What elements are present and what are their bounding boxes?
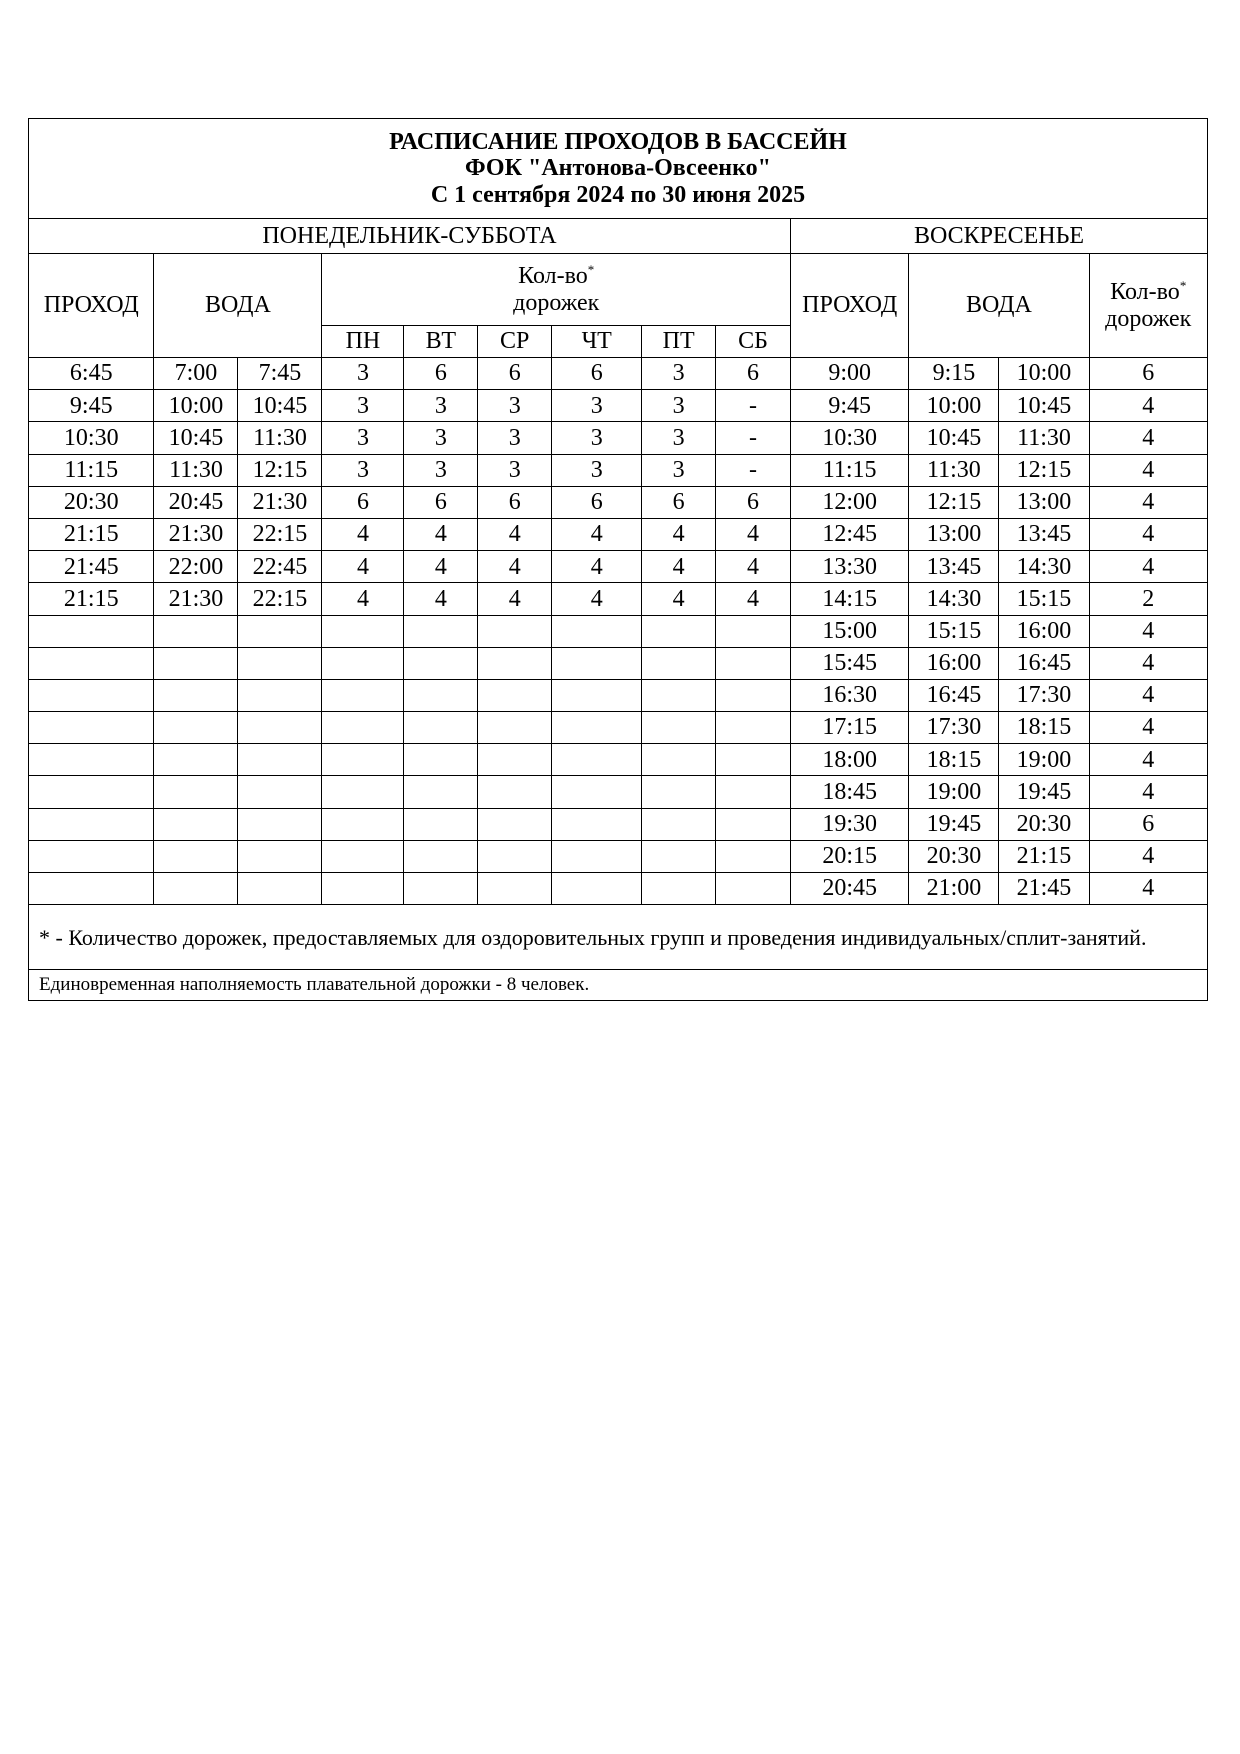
weekday-water-end — [238, 647, 322, 679]
sunday-lanes: 4 — [1089, 486, 1208, 518]
weekday-water-start: 10:00 — [154, 390, 238, 422]
weekday-lanes-thu: 4 — [552, 583, 642, 615]
sunday-pass-time: 15:45 — [790, 647, 908, 679]
sunday-water-end: 16:00 — [999, 615, 1089, 647]
sunday-pass-header: ПРОХОД — [790, 254, 908, 358]
weekday-lanes-sat: 6 — [716, 358, 791, 390]
weekday-water-start: 11:30 — [154, 454, 238, 486]
weekday-lanes-thu — [552, 712, 642, 744]
weekday-lanes-mon — [322, 776, 404, 808]
title-line-3: С 1 сентября 2024 по 30 июня 2025 — [430, 181, 806, 208]
sunday-pass-time: 18:45 — [790, 776, 908, 808]
sunday-pass-time: 15:00 — [790, 615, 908, 647]
weekday-pass-time — [29, 712, 154, 744]
weekday-lanes-fri: 3 — [642, 390, 716, 422]
weekday-pass-time — [29, 615, 154, 647]
sunday-water-start: 11:30 — [909, 454, 999, 486]
table-row — [29, 358, 1208, 390]
sunday-water-start: 13:00 — [909, 518, 999, 550]
weekday-water-end: 12:15 — [238, 454, 322, 486]
weekday-lanes-thu: 3 — [552, 422, 642, 454]
weekday-lanes-thu — [552, 840, 642, 872]
weekday-lanes-sat — [716, 873, 791, 905]
weekday-lanes-mon: 6 — [322, 486, 404, 518]
sunday-pass-time: 18:00 — [790, 744, 908, 776]
table-row — [29, 873, 1208, 905]
sunday-water-start: 15:15 — [909, 615, 999, 647]
weekday-lanes-thu — [552, 744, 642, 776]
weekday-lanes-mon: 4 — [322, 518, 404, 550]
weekday-lanes-thu: 4 — [552, 518, 642, 550]
footnote-marker: * — [1179, 278, 1187, 294]
weekday-lanes-wed: 3 — [478, 422, 552, 454]
weekday-lanes-sat: - — [716, 422, 791, 454]
weekday-lanes-fri — [642, 873, 716, 905]
weekday-lanes-tue: 4 — [404, 551, 478, 583]
weekday-lanes-fri — [642, 808, 716, 840]
sunday-water-start: 21:00 — [909, 873, 999, 905]
sunday-water-end: 10:45 — [999, 390, 1089, 422]
weekday-lanes-fri: 4 — [642, 551, 716, 583]
sunday-lanes: 4 — [1089, 873, 1208, 905]
weekday-water-end — [238, 744, 322, 776]
weekday-water-start — [154, 615, 238, 647]
weekday-lanes-fri: 3 — [642, 358, 716, 390]
sunday-lanes: 4 — [1089, 647, 1208, 679]
sunday-lanes: 6 — [1089, 808, 1208, 840]
sunday-water-end: 13:00 — [999, 486, 1089, 518]
weekday-lanes-tue: 3 — [404, 390, 478, 422]
weekday-lanes-wed: 3 — [478, 390, 552, 422]
weekday-lanes-wed — [478, 615, 552, 647]
weekday-water-start: 22:00 — [154, 551, 238, 583]
sunday-lanes-header — [1089, 254, 1208, 358]
weekday-lanes-tue — [404, 647, 478, 679]
sunday-water-start: 17:30 — [909, 712, 999, 744]
weekday-lanes-mon: 4 — [322, 551, 404, 583]
weekday-lanes-thu — [552, 808, 642, 840]
weekday-lanes-wed — [478, 776, 552, 808]
sunday-water-end: 11:30 — [999, 422, 1089, 454]
weekday-lanes-thu — [552, 873, 642, 905]
weekday-pass-time — [29, 744, 154, 776]
weekday-lanes-thu: 3 — [552, 454, 642, 486]
weekday-water-end — [238, 615, 322, 647]
weekday-lanes-wed — [478, 808, 552, 840]
sunday-water-start: 14:30 — [909, 583, 999, 615]
day-header-fri: ПТ — [642, 326, 716, 358]
weekday-lanes-mon — [322, 712, 404, 744]
weekdays-pass-header: ПРОХОД — [29, 254, 154, 358]
weekday-lanes-wed — [478, 712, 552, 744]
sunday-water-end: 13:45 — [999, 518, 1089, 550]
table-row — [29, 422, 1208, 454]
weekday-water-end — [238, 840, 322, 872]
weekday-lanes-wed — [478, 744, 552, 776]
weekday-lanes-tue: 4 — [404, 518, 478, 550]
footnote-marker: * — [587, 262, 595, 278]
weekday-lanes-mon: 3 — [322, 390, 404, 422]
sunday-water-start: 10:00 — [909, 390, 999, 422]
sunday-pass-time: 17:15 — [790, 712, 908, 744]
weekday-lanes-fri: 3 — [642, 422, 716, 454]
weekday-water-start — [154, 647, 238, 679]
sunday-water-end: 19:45 — [999, 776, 1089, 808]
weekday-pass-time: 11:15 — [29, 454, 154, 486]
table-row — [29, 551, 1208, 583]
weekday-lanes-mon — [322, 647, 404, 679]
weekday-lanes-mon — [322, 679, 404, 711]
sunday-water-end: 19:00 — [999, 744, 1089, 776]
weekday-lanes-wed: 4 — [478, 518, 552, 550]
weekday-lanes-thu: 3 — [552, 390, 642, 422]
weekday-water-start: 10:45 — [154, 422, 238, 454]
weekday-lanes-mon: 4 — [322, 583, 404, 615]
weekday-lanes-mon: 3 — [322, 358, 404, 390]
weekday-water-start — [154, 873, 238, 905]
sunday-lanes: 2 — [1089, 583, 1208, 615]
sunday-lanes: 4 — [1089, 840, 1208, 872]
sunday-water-end: 16:45 — [999, 647, 1089, 679]
weekday-pass-time: 9:45 — [29, 390, 154, 422]
weekday-lanes-sat: - — [716, 390, 791, 422]
table-row — [29, 615, 1208, 647]
weekday-lanes-wed: 6 — [478, 486, 552, 518]
day-header-tue: ВТ — [404, 326, 478, 358]
weekday-pass-time — [29, 776, 154, 808]
weekdays-water-header: ВОДА — [154, 254, 322, 358]
sunday-lanes: 4 — [1089, 390, 1208, 422]
weekday-lanes-thu — [552, 647, 642, 679]
sunday-water-end: 14:30 — [999, 551, 1089, 583]
weekday-pass-time — [29, 873, 154, 905]
table-row — [29, 454, 1208, 486]
day-header-mon: ПН — [322, 326, 404, 358]
sunday-lanes: 4 — [1089, 422, 1208, 454]
title-line-2: ФОК "Антонова-Овсеенко" — [465, 155, 771, 182]
weekday-lanes-thu — [552, 776, 642, 808]
weekday-lanes-wed: 4 — [478, 551, 552, 583]
weekday-pass-time: 6:45 — [29, 358, 154, 390]
weekday-lanes-wed — [478, 647, 552, 679]
weekday-water-start — [154, 712, 238, 744]
sunday-lanes: 6 — [1089, 358, 1208, 390]
table-row — [29, 647, 1208, 679]
sunday-lanes: 4 — [1089, 744, 1208, 776]
sunday-water-end: 20:30 — [999, 808, 1089, 840]
weekday-water-start — [154, 744, 238, 776]
sunday-pass-time: 16:30 — [790, 679, 908, 711]
weekday-lanes-sat: 4 — [716, 518, 791, 550]
sunday-water-end: 12:15 — [999, 454, 1089, 486]
weekday-lanes-tue — [404, 840, 478, 872]
title-line-1: РАСПИСАНИЕ ПРОХОДОВ В БАССЕЙН — [389, 128, 847, 155]
sunday-water-end: 21:45 — [999, 873, 1089, 905]
schedule-table — [28, 118, 1208, 1001]
sunday-lanes: 4 — [1089, 776, 1208, 808]
weekday-water-end — [238, 712, 322, 744]
sunday-water-start: 9:15 — [909, 358, 999, 390]
weekday-lanes-fri — [642, 744, 716, 776]
weekday-lanes-mon — [322, 744, 404, 776]
sunday-pass-time: 19:30 — [790, 808, 908, 840]
capacity-note: Единовременная наполняемость плавательной дорожки - 8 человек. — [29, 970, 1208, 1001]
weekday-lanes-sat — [716, 840, 791, 872]
weekday-lanes-sat — [716, 679, 791, 711]
weekday-lanes-sat — [716, 712, 791, 744]
sunday-water-start: 16:45 — [909, 679, 999, 711]
sunday-water-end: 15:15 — [999, 583, 1089, 615]
weekday-water-start — [154, 679, 238, 711]
weekday-lanes-tue: 3 — [404, 422, 478, 454]
weekday-pass-time: 21:15 — [29, 518, 154, 550]
weekday-lanes-wed: 3 — [478, 454, 552, 486]
weekday-water-end: 11:30 — [238, 422, 322, 454]
day-header-thu: ЧТ — [552, 326, 642, 358]
weekday-lanes-sat — [716, 615, 791, 647]
sunday-lanes-header-line1: Кол-во* — [1110, 278, 1187, 306]
page-title — [29, 119, 1208, 219]
weekday-lanes-tue: 6 — [404, 486, 478, 518]
weekday-water-end — [238, 873, 322, 905]
weekday-lanes-sat — [716, 647, 791, 679]
weekday-lanes-tue — [404, 679, 478, 711]
weekday-lanes-sat — [716, 808, 791, 840]
weekday-lanes-tue — [404, 744, 478, 776]
weekday-pass-time — [29, 679, 154, 711]
weekday-lanes-tue: 4 — [404, 583, 478, 615]
weekday-lanes-fri — [642, 712, 716, 744]
sunday-section-header: ВОСКРЕСЕНЬЕ — [790, 219, 1207, 254]
weekday-lanes-sat: 4 — [716, 583, 791, 615]
sunday-lanes: 4 — [1089, 551, 1208, 583]
weekday-lanes-tue — [404, 776, 478, 808]
sunday-lanes: 4 — [1089, 518, 1208, 550]
weekday-lanes-fri: 3 — [642, 454, 716, 486]
weekdays-lanes-header — [322, 254, 791, 326]
sunday-water-start: 20:30 — [909, 840, 999, 872]
weekday-lanes-tue — [404, 615, 478, 647]
weekday-water-start — [154, 776, 238, 808]
weekdays-lanes-header-line2: дорожек — [513, 289, 600, 316]
weekday-lanes-thu: 6 — [552, 486, 642, 518]
weekday-water-end — [238, 808, 322, 840]
day-header-sat: СБ — [716, 326, 791, 358]
weekday-pass-time: 20:30 — [29, 486, 154, 518]
weekday-lanes-sat — [716, 744, 791, 776]
weekday-pass-time — [29, 808, 154, 840]
weekday-lanes-wed: 6 — [478, 358, 552, 390]
weekday-lanes-thu: 4 — [552, 551, 642, 583]
weekday-lanes-sat: - — [716, 454, 791, 486]
sunday-pass-time: 11:15 — [790, 454, 908, 486]
weekday-pass-time: 21:15 — [29, 583, 154, 615]
weekday-lanes-mon: 3 — [322, 422, 404, 454]
weekday-lanes-wed — [478, 679, 552, 711]
sunday-water-end: 18:15 — [999, 712, 1089, 744]
weekday-lanes-sat: 4 — [716, 551, 791, 583]
table-row — [29, 486, 1208, 518]
weekday-lanes-tue: 6 — [404, 358, 478, 390]
weekday-lanes-fri — [642, 679, 716, 711]
sunday-pass-time: 9:00 — [790, 358, 908, 390]
weekday-water-end: 7:45 — [238, 358, 322, 390]
day-header-wed: СР — [478, 326, 552, 358]
weekday-lanes-thu — [552, 679, 642, 711]
weekday-pass-time: 10:30 — [29, 422, 154, 454]
weekday-water-end: 22:15 — [238, 583, 322, 615]
sunday-water-end: 17:30 — [999, 679, 1089, 711]
weekday-lanes-sat: 6 — [716, 486, 791, 518]
sunday-lanes-header-line2: дорожек — [1105, 305, 1192, 332]
weekday-water-end: 10:45 — [238, 390, 322, 422]
sunday-pass-time: 13:30 — [790, 551, 908, 583]
sunday-water-start: 16:00 — [909, 647, 999, 679]
weekday-lanes-fri — [642, 647, 716, 679]
weekday-water-start: 7:00 — [154, 358, 238, 390]
sunday-pass-time: 12:45 — [790, 518, 908, 550]
weekday-lanes-fri — [642, 840, 716, 872]
sunday-lanes: 4 — [1089, 712, 1208, 744]
table-row — [29, 776, 1208, 808]
sunday-water-start: 13:45 — [909, 551, 999, 583]
table-row — [29, 840, 1208, 872]
weekday-water-end: 21:30 — [238, 486, 322, 518]
weekday-water-start — [154, 808, 238, 840]
table-row — [29, 744, 1208, 776]
sunday-water-header: ВОДА — [909, 254, 1089, 358]
weekday-lanes-wed: 4 — [478, 583, 552, 615]
weekday-water-start: 21:30 — [154, 518, 238, 550]
weekday-water-end — [238, 679, 322, 711]
weekdays-lanes-header-line1: Кол-во* — [518, 262, 595, 290]
weekday-lanes-thu — [552, 615, 642, 647]
sunday-pass-time: 12:00 — [790, 486, 908, 518]
weekday-lanes-fri — [642, 776, 716, 808]
sunday-water-end: 10:00 — [999, 358, 1089, 390]
weekdays-section-header: ПОНЕДЕЛЬНИК-СУББОТА — [29, 219, 791, 254]
weekday-water-end: 22:45 — [238, 551, 322, 583]
weekday-lanes-tue — [404, 873, 478, 905]
weekday-lanes-tue: 3 — [404, 454, 478, 486]
sunday-water-start: 10:45 — [909, 422, 999, 454]
sunday-pass-time: 10:30 — [790, 422, 908, 454]
weekday-lanes-fri: 6 — [642, 486, 716, 518]
weekday-lanes-mon — [322, 808, 404, 840]
table-row — [29, 679, 1208, 711]
weekday-lanes-mon — [322, 840, 404, 872]
weekday-water-start: 20:45 — [154, 486, 238, 518]
weekday-lanes-wed — [478, 873, 552, 905]
weekday-lanes-mon: 3 — [322, 454, 404, 486]
table-row — [29, 712, 1208, 744]
weekday-lanes-fri: 4 — [642, 518, 716, 550]
table-row — [29, 583, 1208, 615]
footnote: * - Количество дорожек, предоставляемых для оздоровительных групп и проведения индивидуальных/сплит-занятий. — [29, 905, 1208, 970]
weekday-pass-time — [29, 840, 154, 872]
weekday-pass-time: 21:45 — [29, 551, 154, 583]
table-row — [29, 808, 1208, 840]
sunday-water-start: 12:15 — [909, 486, 999, 518]
weekday-lanes-thu: 6 — [552, 358, 642, 390]
weekday-lanes-tue — [404, 712, 478, 744]
sunday-water-start: 19:00 — [909, 776, 999, 808]
sunday-lanes: 4 — [1089, 615, 1208, 647]
table-row — [29, 518, 1208, 550]
weekday-water-end: 22:15 — [238, 518, 322, 550]
sunday-pass-time: 14:15 — [790, 583, 908, 615]
sunday-pass-time: 9:45 — [790, 390, 908, 422]
weekday-lanes-mon — [322, 615, 404, 647]
weekday-lanes-sat — [716, 776, 791, 808]
sunday-water-start: 19:45 — [909, 808, 999, 840]
sunday-pass-time: 20:45 — [790, 873, 908, 905]
weekday-lanes-mon — [322, 873, 404, 905]
schedule-sheet — [28, 118, 1208, 1001]
table-row — [29, 390, 1208, 422]
weekday-water-start — [154, 840, 238, 872]
weekday-pass-time — [29, 647, 154, 679]
sunday-water-start: 18:15 — [909, 744, 999, 776]
sunday-lanes: 4 — [1089, 454, 1208, 486]
weekday-lanes-fri — [642, 615, 716, 647]
sunday-lanes: 4 — [1089, 679, 1208, 711]
weekday-water-start: 21:30 — [154, 583, 238, 615]
sunday-water-end: 21:15 — [999, 840, 1089, 872]
weekday-lanes-tue — [404, 808, 478, 840]
sunday-pass-time: 20:15 — [790, 840, 908, 872]
weekday-lanes-fri: 4 — [642, 583, 716, 615]
weekday-water-end — [238, 776, 322, 808]
weekday-lanes-wed — [478, 840, 552, 872]
schedule-rows — [29, 358, 1208, 905]
